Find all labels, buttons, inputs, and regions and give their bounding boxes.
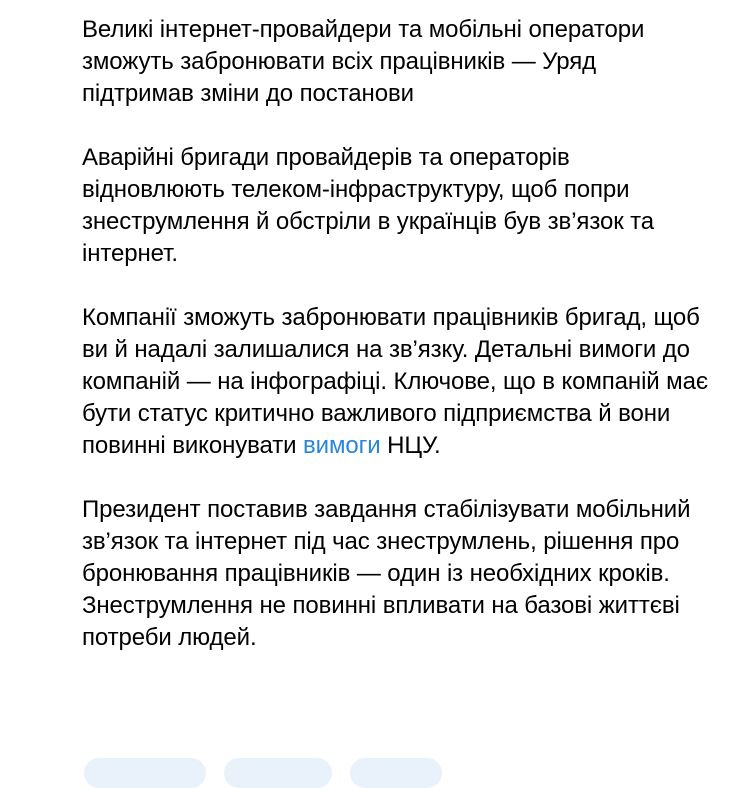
reaction-chip[interactable] — [350, 758, 442, 788]
message-paragraph-1: Великі інтернет-провайдери та мобільні оператори зможуть забронювати всіх працівників — Уряд підтримав зміни до постанови — [82, 16, 645, 107]
requirements-link[interactable]: вимоги — [303, 432, 381, 459]
message-paragraph-3-text-after: НЦУ. — [380, 432, 441, 459]
message-paragraph-4: Президент поставив завдання стабілізувати мобільний зв’язок та інтернет під час знеструмлень, рішення про бронювання працівників — один із необхідних кроків. Знеструмлення не повинні впливати на базові життєві потреби людей. — [82, 496, 691, 651]
reaction-chip[interactable] — [224, 758, 332, 788]
message-paragraph-3 — [82, 302, 712, 462]
message-body — [82, 14, 712, 654]
message-paragraph-3-text-before: Компанії зможуть забронювати працівників бригад, щоб ви й надалі залишалися на зв’язку. Детальні вимоги до компаній — на інфографіці. Ключове, що в компаній має бути статус критично важливого підприємства й вони повинні виконувати — [82, 304, 708, 459]
reactions-bar — [84, 758, 442, 788]
message-paragraph-2: Аварійні бригади провайдерів та операторів відновлюють телеком-інфраструктуру, щоб попри знеструмлення й обстріли в українців був зв’язок та інтернет. — [82, 144, 655, 267]
reaction-chip[interactable] — [84, 758, 206, 788]
